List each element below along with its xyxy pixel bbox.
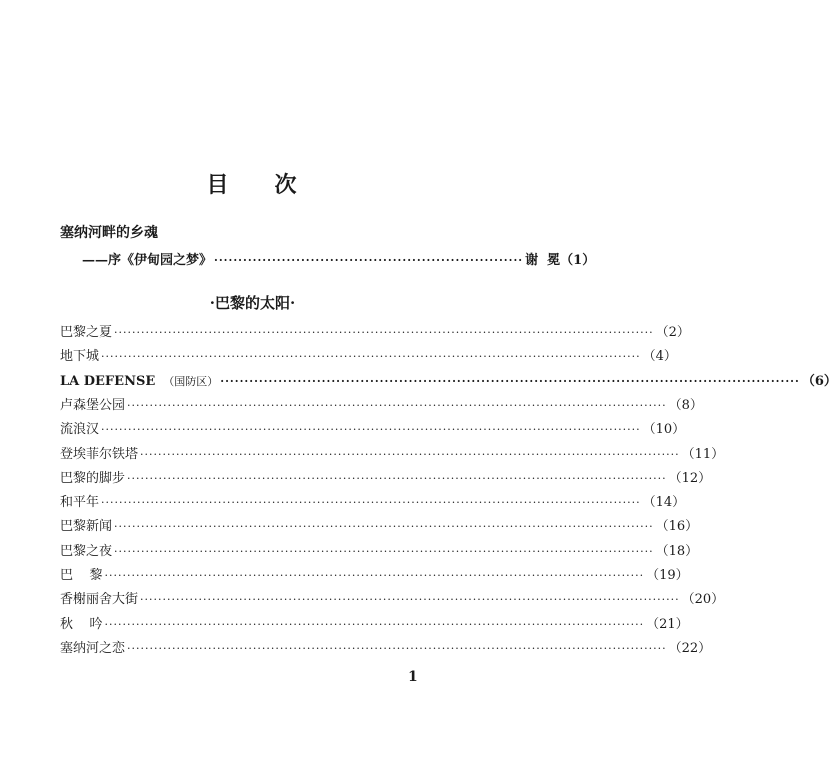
toc-entry-title: 塞纳河之恋 — [60, 640, 126, 656]
toc-entry — [60, 637, 712, 656]
toc-entry — [60, 540, 699, 559]
leader-dots: ························································································································ — [114, 326, 654, 339]
toc-entry-page-number: （6） — [801, 373, 837, 389]
toc-entry-title: 流浪汉 — [60, 422, 100, 438]
toc-entry-title: 巴黎新闻 — [60, 519, 113, 535]
toc-entry — [60, 443, 725, 462]
toc-entry — [60, 515, 699, 535]
toc-entry-page-number: （16） — [655, 519, 699, 535]
page-number: 1 — [408, 669, 418, 685]
toc-entry-title: 卢森堡公园 — [60, 397, 126, 413]
toc-entry-title: 秋 吟 — [60, 616, 103, 632]
toc-entry-page-number: （20） — [681, 592, 725, 608]
preface-entry-label: ——序《伊甸园之梦》 — [82, 253, 213, 268]
toc-entry-title: 巴黎之夏 — [60, 325, 113, 340]
toc-entry-subtitle: （国防区） — [163, 374, 219, 388]
toc-entry-page-number: （4） — [642, 349, 677, 365]
toc-entry-page-number: （10） — [642, 422, 686, 438]
leader-dots: ························································································································ — [140, 447, 680, 461]
preface-page-number: （1） — [560, 253, 596, 268]
toc-entry-title: 巴黎的脚步 — [60, 470, 126, 486]
preface-heading: 塞纳河畔的乡魂 — [60, 225, 158, 241]
preface-entry — [82, 249, 596, 268]
toc-entry — [60, 345, 677, 365]
leader-dots: ································································ — [214, 254, 524, 267]
toc-entry-page-number: （18） — [655, 543, 699, 559]
toc-entry — [60, 321, 690, 340]
leader-dots: ························································································································ — [140, 593, 680, 607]
leader-dots: ························································································································ — [127, 471, 667, 485]
toc-entry — [60, 467, 712, 486]
toc-entry-page-number: （22） — [668, 640, 712, 656]
leader-dots: ························································································································ — [101, 496, 641, 510]
leader-dots: ························································································································ — [220, 374, 800, 388]
toc-entry — [60, 370, 837, 389]
toc-entry-title: 巴 黎 — [60, 568, 103, 583]
section-title: ·巴黎的太阳· — [209, 294, 296, 312]
toc-entry — [60, 491, 686, 511]
toc-entry-title: LA DEFENSE — [60, 373, 156, 389]
toc-entry-page-number: （11） — [681, 446, 725, 462]
toc-entry — [60, 394, 703, 413]
toc-entry — [60, 564, 689, 583]
leader-dots: ························································································································ — [114, 544, 654, 558]
leader-dots: ························································································································ — [104, 617, 645, 631]
page-title — [0, 168, 505, 199]
toc-entry — [60, 588, 725, 608]
toc-entry-page-number: （21） — [646, 616, 689, 632]
toc-entry-page-number: （2） — [655, 325, 690, 340]
toc-entry-page-number: （14） — [642, 495, 686, 511]
toc-entry-page-number: （8） — [668, 397, 703, 413]
preface-author: 谢 冕 — [525, 253, 561, 268]
toc-entry-page-number: （12） — [668, 470, 712, 486]
toc-entry-title: 和平年 — [60, 495, 100, 511]
toc-entry-title: 地下城 — [60, 349, 100, 365]
toc-entry-title: 登埃菲尔铁塔 — [60, 446, 139, 462]
leader-dots: ························································································································ — [101, 350, 641, 364]
toc-entry-title: 巴黎之夜 — [60, 543, 113, 559]
toc-entry — [60, 418, 686, 438]
leader-dots: ························································································································ — [104, 569, 645, 582]
title-char-1: 目 — [206, 172, 231, 198]
toc-entry — [60, 613, 689, 632]
toc-entry-page-number: （19） — [646, 568, 689, 583]
leader-dots: ························································································································ — [127, 398, 667, 412]
leader-dots: ························································································································ — [101, 423, 641, 437]
leader-dots: ························································································································ — [114, 520, 654, 534]
title-char-2: 次 — [274, 172, 299, 198]
toc-entry-title: 香榭丽舍大街 — [60, 592, 139, 608]
leader-dots: ························································································································ — [127, 641, 667, 655]
